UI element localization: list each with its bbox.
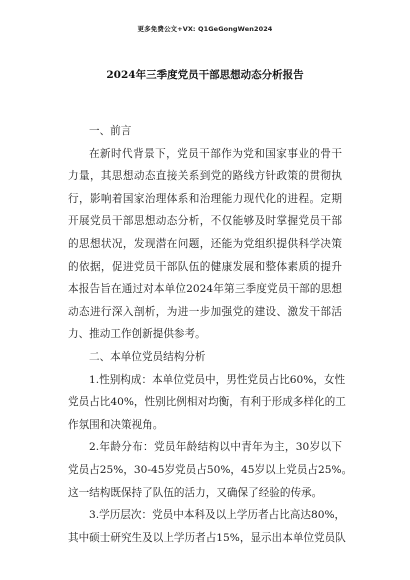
paragraph-line: 其中硕士研究生及以上学历者占15%，显示出本单位党员队: [68, 531, 346, 544]
paragraph-line: 在新时代背景下，党员干部作为党和国家事业的骨干: [89, 147, 342, 160]
paragraph-line: 的依据，促进党员干部队伍的健康发展和整体素质的提升: [68, 260, 342, 273]
document-body: [68, 120, 353, 549]
section-heading-preface: 一、前言: [89, 125, 132, 137]
document-title: 2024年三季度党员干部思想动态分析报告: [106, 69, 304, 81]
paragraph-line: 作氛围和决策视角。: [68, 418, 164, 431]
paragraph-line: 动态进行深入剖析，为进一步加强党的建设、激发干部活: [68, 305, 342, 318]
paragraph-line: 开展党员干部思想动态分析，不仅能够及时掌握党员干部: [68, 215, 342, 228]
paragraph-line: 3.学历层次：党员中本科及以上学历者占比高达80%，: [89, 509, 346, 522]
header-note: 更多免费公文+VX: Q1GeGongWen2024: [137, 25, 273, 33]
paragraph-line: 党员占比40%，性别比例相对均衡，有利于形成多样化的工: [68, 396, 346, 409]
paragraph-line: 行，影响着国家治理体系和治理能力现代化的进程。定期: [68, 192, 342, 205]
paragraph-line: 本报告旨在通过对本单位2024年第三季度党员干部的思想: [68, 283, 342, 296]
paragraph-line: 力、推动工作创新提供参考。: [68, 328, 206, 341]
section-heading-structure: 二、本单位党员结构分析: [89, 350, 206, 363]
paragraph-line: 的思想状况，发现潜在问题，还能为党组织提供科学决策: [68, 237, 342, 250]
paragraph-line: 1.性别构成：本单位党员中，男性党员占比60%，女性: [89, 373, 346, 386]
paragraph-line: 力量，其思想动态直接关系到党的路线方针政策的贯彻执: [68, 170, 342, 183]
paragraph-line: 党员占25%，30-45岁党员占50%，45岁以上党员占25%。: [68, 463, 353, 476]
paragraph-line: 这一结构既保持了队伍的活力，又确保了经验的传承。: [68, 486, 323, 499]
paragraph-line: 2.年龄分布：党员年龄结构以中青年为主，30岁以下: [89, 441, 342, 454]
